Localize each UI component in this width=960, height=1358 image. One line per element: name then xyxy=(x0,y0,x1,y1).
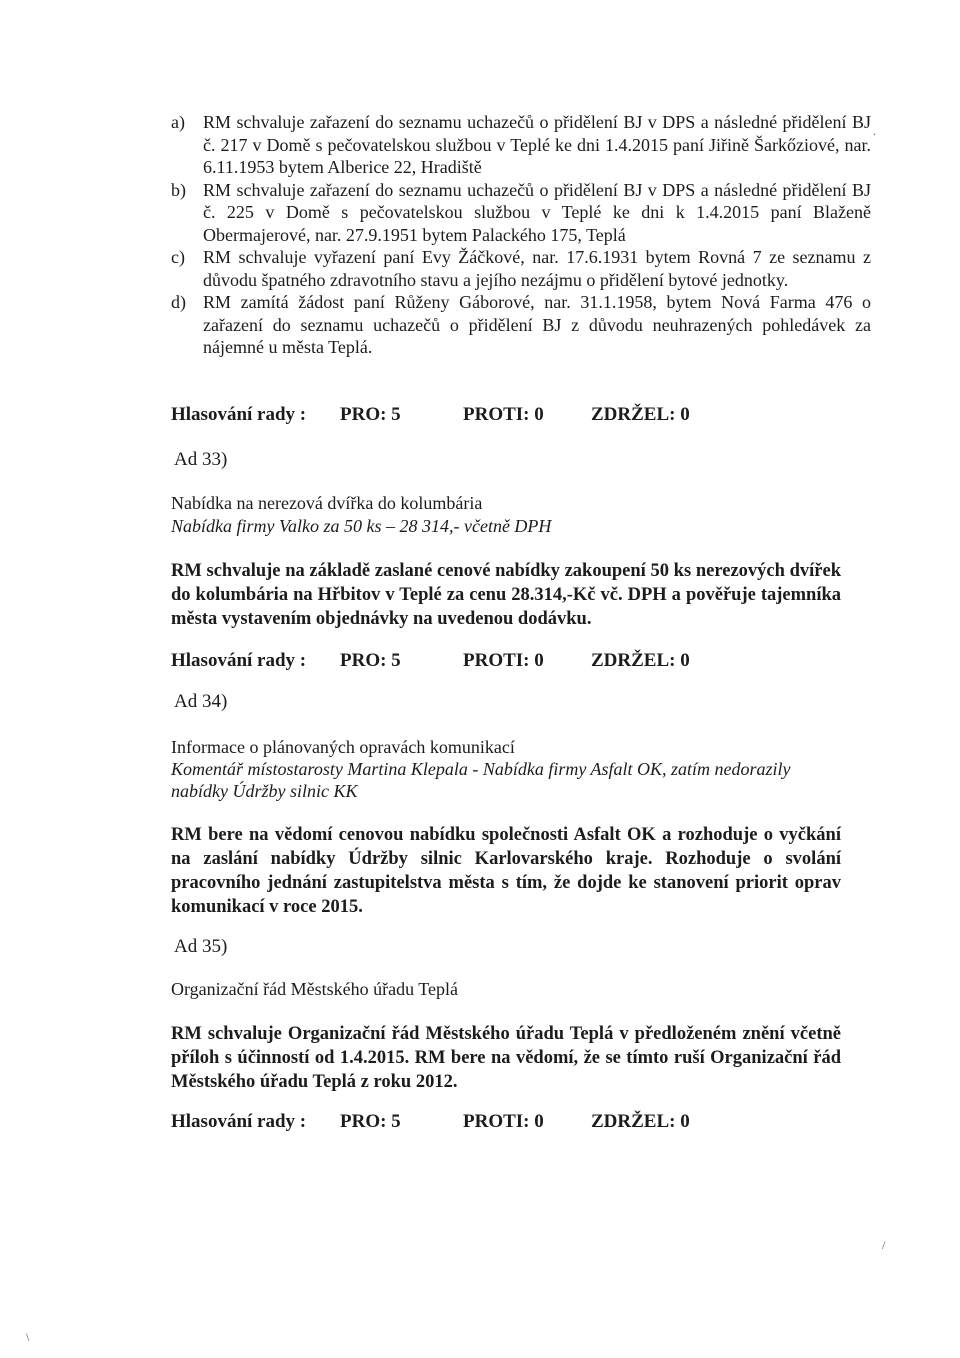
item-text: RM schvaluje zařazení do seznamu uchazečů o přidělení BJ v DPS a následné přidělení BJ č. 217 v Domě s pečovatelskou službou v Teplé ke dni 1.4.2015 paní Jiřině Šarkőziové, nar. 6.11.1953 bytem Alberice 22, Hradiště xyxy=(203,112,871,177)
section-title: Organizační řád Městského úřadu Teplá xyxy=(171,979,458,999)
scan-corner-mark: \ xyxy=(26,1330,30,1344)
list-item xyxy=(171,179,871,247)
section-comment: Nabídka firmy Valko za 50 ks – 28 314,- včetně DPH xyxy=(171,516,552,536)
vote-zdrzel: ZDRŽEL: 0 xyxy=(591,1111,690,1132)
section-heading: Ad 34) xyxy=(174,691,228,712)
vote-pro: PRO: 5 xyxy=(340,404,401,425)
scan-dot-mark: . xyxy=(873,124,876,138)
list-item xyxy=(171,291,871,359)
vote-zdrzel: ZDRŽEL: 0 xyxy=(591,650,690,671)
item-text: RM schvaluje zařazení do seznamu uchazečů o přidělení BJ v DPS a následné přidělení BJ č. 225 v Domě s pečovatelskou službou v Teplé ke dni k 1.4.2015 paní Blaženě Obermajerové, nar. 27.9.1951 bytem Palackého 175, Teplá xyxy=(203,179,871,245)
item-marker: b) xyxy=(171,179,186,200)
item-text: RM zamítá žádost paní Růženy Gáborové, nar. 31.1.1958, bytem Nová Farma 476 o zařazení do seznamu uchazečů o přidělení BJ z důvodu neuhrazených pohledávek za nájemné u města Teplá. xyxy=(203,292,871,357)
vote-proti: PROTI: 0 xyxy=(463,650,544,671)
item-marker: a) xyxy=(171,112,185,132)
vote-zdrzel: ZDRŽEL: 0 xyxy=(591,404,690,425)
list-item xyxy=(171,111,871,179)
vote-label: Hlasování rady : xyxy=(171,1111,307,1132)
section-resolution: RM schvaluje Organizační řád Městského úřadu Teplá v předloženém znění včetně příloh s účinností od 1.4.2015. RM bere na vědomí, že se tímto ruší Organizační řád Městského úřadu Teplá z roku 2012. xyxy=(171,1024,841,1092)
scan-tick-mark: / xyxy=(882,1238,886,1252)
section-comment: Komentář místostarosty Martina Klepala - Nabídka firmy Asfalt OK, zatím nedorazily nabídky Údržby silnic KK xyxy=(171,759,791,801)
vote-proti: PROTI: 0 xyxy=(463,1111,544,1132)
resolution-list xyxy=(171,111,871,359)
section-resolution: RM schvaluje na základě zaslané cenové nabídky zakoupení 50 ks nerezových dvířek do kolumbária na Hřbitov v Teplé za cenu 28.314,-Kč vč. DPH a pověřuje tajemníka města vystavením objednávky na uvedenou dodávku. xyxy=(171,561,841,629)
section-title: Informace o plánovaných opravách komunikací xyxy=(171,737,515,757)
vote-pro: PRO: 5 xyxy=(340,650,401,671)
item-marker: d) xyxy=(171,292,186,312)
vote-pro: PRO: 5 xyxy=(340,1111,401,1132)
section-title: Nabídka na nerezová dvířka do kolumbária xyxy=(171,493,483,513)
section-resolution: RM bere na vědomí cenovou nabídku společnosti Asfalt OK a rozhoduje o vyčkání na zaslání nabídky Údržby silnic Karlovarského kraje. Rozhoduje o svolání pracovního jednání zastupitelstva města s tím, že dojde ke stanovení priorit oprav komunikací v roce 2015. xyxy=(171,825,841,917)
item-text: RM schvaluje vyřazení paní Evy Žáčkové, nar. 17.6.1931 bytem Rovná 7 ze seznamu z důvodu špatného zdravotního stavu a jejího nezájmu o přidělení bytové jednotky. xyxy=(203,247,871,290)
list-item xyxy=(171,246,871,291)
section-heading: Ad 33) xyxy=(174,449,228,470)
section-heading: Ad 35) xyxy=(174,936,228,957)
vote-label: Hlasování rady : xyxy=(171,650,307,671)
vote-proti: PROTI: 0 xyxy=(463,404,544,425)
vote-label: Hlasování rady : xyxy=(171,404,307,425)
item-marker: c) xyxy=(171,247,185,267)
